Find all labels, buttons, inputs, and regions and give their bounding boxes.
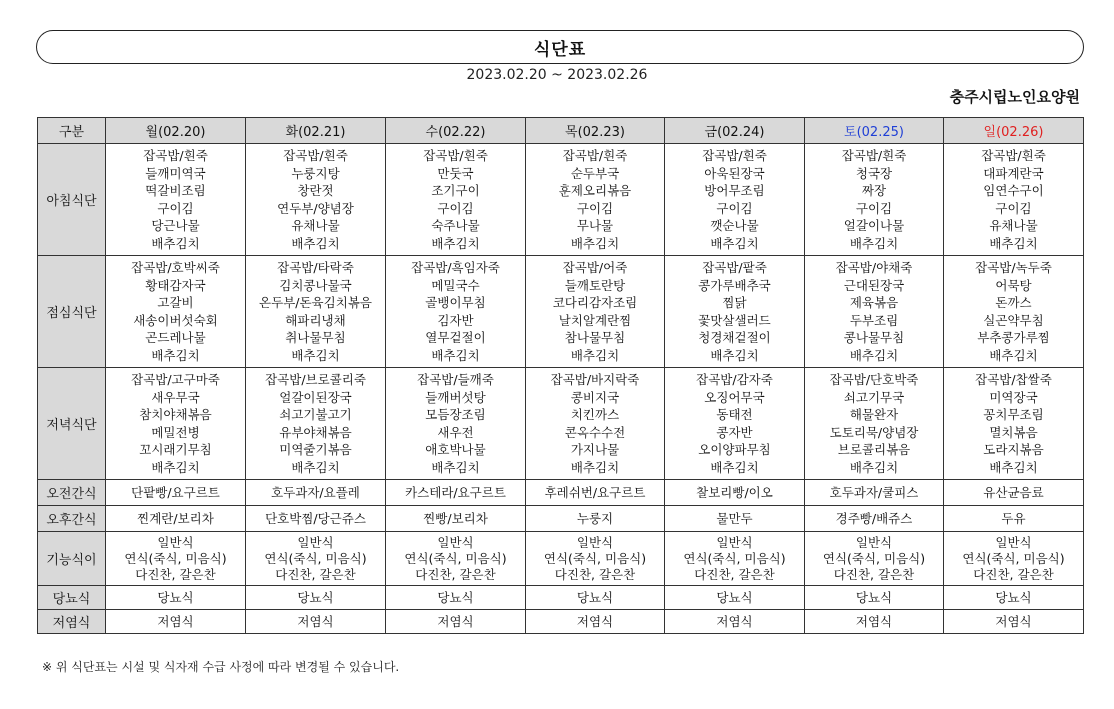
menu-cell [944,256,1084,368]
menu-cell [944,480,1084,506]
dish-item: 후레쉬번/요구르트 [544,484,646,500]
dish-item: 배추김치 [570,235,620,251]
dish-item: 저염식 [995,613,1032,629]
dish-item: 배추김치 [710,235,759,251]
footer-note: ※ 위 식단표는 시설 및 식자재 수급 사정에 따라 변경될 수 있습니다. [42,660,400,674]
dish-item: 다진찬, 갈은찬 [415,566,496,582]
menu-body [38,144,1084,634]
dish-item: 저염식 [576,613,614,629]
dish-item: 일반식 [576,534,614,550]
menu-cell [944,610,1084,634]
table-row [38,506,1084,532]
date-range: 2023.02.20 ~ 2023.02.26 [466,67,648,83]
dish-item: 미역장국 [989,389,1038,405]
dish-item: 일반식 [995,534,1032,550]
dish-item: 황태감자국 [145,277,206,293]
menu-cell [246,480,386,506]
menu-cell [944,506,1084,532]
dish-item: 배추김치 [431,347,480,363]
dish-item: 배추김치 [710,459,759,475]
dish-item: 잡곡밥/흰죽 [423,148,488,163]
dish-item: 날치알계란찜 [558,312,632,328]
dish-item: 저염식 [716,613,753,629]
dish-item: 김자반 [437,312,474,328]
dish-item: 새우무국 [151,389,200,405]
menu-cell [246,256,386,368]
menu-cell [106,256,246,368]
dish-item: 순두부국 [570,165,620,181]
menu-cell [246,586,386,610]
dish-item: 배추김치 [849,235,899,251]
dish-item: 배추김치 [989,459,1038,475]
dish-item: 구이김 [855,200,893,216]
dish-item: 다진찬, 갈은찬 [275,566,356,582]
dish-item: 당뇨식 [995,589,1032,605]
dish-item: 열무겉절이 [425,330,486,345]
dish-item: 단팥빵/요구르트 [131,484,220,500]
dish-item: 대파계란국 [983,165,1044,181]
menu-cell [386,480,526,506]
dish-item: 실곤약무침 [983,312,1044,328]
menu-cell [106,532,246,586]
menu-cell [805,610,944,634]
dish-item: 곤드레나물 [145,330,206,345]
dish-item: 다진찬, 갈은찬 [554,566,636,582]
menu-cell [944,586,1084,610]
menu-cell [386,256,526,368]
header-day-sat: 토(02.25) [805,118,944,144]
table-header-row [38,118,1084,144]
row-label: 오전간식 [38,480,106,506]
dish-item: 배추김치 [849,459,899,475]
menu-cell [805,532,944,586]
dish-item: 짜장 [861,183,887,198]
dish-item: 무나물 [576,218,614,233]
header-category: 구분 [38,118,106,144]
dish-item: 일반식 [437,534,474,550]
menu-cell [665,506,805,532]
dish-item: 찜닭 [722,295,747,310]
dish-item: 얼갈이된장국 [279,389,352,405]
dish-item: 고갈비 [157,295,194,310]
dish-item: 잡곡밥/흰죽 [283,148,348,163]
dish-item: 코다리감자조림 [552,295,638,310]
table-row [38,586,1084,610]
dish-item: 잡곡밥/감자죽 [696,372,773,387]
dish-item: 잡곡밥/야채죽 [835,260,913,275]
menu-cell [944,144,1084,256]
dish-item: 잡곡밥/타락죽 [277,260,354,275]
dish-item: 잡곡밥/흰죽 [841,148,907,163]
menu-cell [665,256,805,368]
dish-item: 잡곡밥/흰죽 [981,148,1046,163]
dish-item: 떡갈비조림 [145,183,206,198]
dish-item: 연식(죽식, 미음식) [822,550,926,566]
dish-item: 쇠고기불고기 [279,407,352,422]
menu-cell [106,480,246,506]
table-row [38,144,1084,256]
menu-cell [106,368,246,480]
dish-item: 호두과자/요플레 [271,484,360,500]
dish-item: 참치야채볶음 [139,407,212,422]
dish-item: 유산균음료 [983,484,1044,500]
dish-item: 카스테라/요구르트 [405,484,506,500]
dish-item: 당뇨식 [855,589,893,605]
dish-item: 잡곡밥/흰죽 [702,148,767,163]
dish-item: 가지나물 [570,442,620,457]
dish-item: 연식(죽식, 미음식) [404,550,507,566]
dish-item: 청국장 [855,165,893,181]
menu-cell [246,144,386,256]
row-label: 저녁식단 [38,368,106,480]
dish-item: 연식(죽식, 미음식) [124,550,227,566]
dish-item: 콘옥수수전 [564,424,626,440]
row-label: 아침식단 [38,144,106,256]
menu-cell [106,610,246,634]
dish-item: 누룽지 [576,510,614,526]
dish-item: 오징어무국 [704,389,765,405]
dish-item: 유부야채볶음 [279,424,352,440]
dish-item: 동태전 [716,407,753,422]
dish-item: 브로콜리볶음 [837,442,911,457]
dish-item: 청경채겉절이 [698,330,771,345]
dish-item: 해물완자 [849,407,899,422]
dish-item: 두부조림 [849,312,899,328]
dish-item: 저염식 [157,613,194,629]
dish-item: 잡곡밥/흑임자죽 [411,260,500,275]
row-label: 점심식단 [38,256,106,368]
dish-item: 들깨버섯탕 [425,389,486,405]
dish-item: 잡곡밥/고구마죽 [131,372,220,387]
dish-item: 들깨미역국 [145,165,206,181]
menu-cell [805,586,944,610]
menu-cell [386,586,526,610]
dish-item: 깻순나물 [710,218,759,233]
dish-item: 배추김치 [151,347,200,363]
dish-item: 배추김치 [570,347,620,363]
menu-cell [665,586,805,610]
header-day-wed: 수(02.22) [386,118,526,144]
dish-item: 쇠고기무국 [843,389,905,405]
dish-item: 콩비지국 [570,389,620,405]
dish-item: 일반식 [716,534,753,550]
menu-table [37,117,1084,634]
menu-cell [526,506,665,532]
dish-item: 일반식 [157,534,194,550]
dish-item: 배추김치 [710,347,759,363]
dish-item: 도토리묵/양념장 [829,424,919,440]
menu-cell [526,610,665,634]
dish-item: 잡곡밥/호박씨죽 [131,260,220,275]
dish-item: 해파리냉채 [285,312,346,328]
dish-item: 배추김치 [989,347,1038,363]
dish-item: 다진찬, 갈은찬 [833,566,915,582]
menu-cell [665,368,805,480]
dish-item: 제육볶음 [849,295,899,310]
dish-item: 다진찬, 갈은찬 [135,566,216,582]
dish-item: 메밀전병 [151,424,200,440]
dish-item: 부추콩가루찜 [977,330,1050,345]
menu-cell [246,368,386,480]
dish-item: 찐계란/보리차 [137,510,214,526]
dish-item: 유채나물 [291,218,340,233]
header-day-thu: 목(02.23) [526,118,665,144]
dish-item: 아욱된장국 [704,165,765,181]
dish-item: 배추김치 [431,235,480,251]
dish-item: 구이김 [995,200,1032,216]
dish-item: 당뇨식 [437,589,474,605]
dish-item: 두유 [1001,510,1026,526]
menu-cell [526,368,665,480]
dish-item: 배추김치 [989,235,1038,251]
table-row [38,532,1084,586]
dish-item: 도라지볶음 [983,442,1044,457]
menu-cell [106,506,246,532]
dish-item: 구이김 [576,200,614,216]
dish-item: 배추김치 [849,347,899,363]
dish-item: 취나물무침 [285,330,346,345]
menu-cell [805,256,944,368]
dish-item: 콩가루배추국 [698,277,771,293]
dish-item: 잡곡밥/어죽 [562,260,628,275]
dish-item: 조기구이 [431,183,480,198]
dish-item: 잡곡밥/바지락죽 [550,372,640,387]
dish-item: 호두과자/쿨피스 [829,484,919,500]
dish-item: 골뱅이무침 [425,295,486,310]
dish-item: 배추김치 [291,347,340,363]
dish-item: 배추김치 [151,235,200,251]
menu-cell [665,610,805,634]
table-row [38,480,1084,506]
dish-item: 구이김 [716,200,753,216]
dish-item: 새우전 [437,424,474,440]
dish-item: 방어무조림 [704,183,765,198]
dish-item: 꽁치무조림 [983,407,1044,422]
row-label: 오후간식 [38,506,106,532]
dish-item: 숙주나물 [431,218,480,233]
menu-cell [246,532,386,586]
dish-item: 누룽지탕 [291,165,340,181]
menu-cell [246,610,386,634]
menu-cell [386,368,526,480]
menu-cell [386,610,526,634]
menu-cell [526,586,665,610]
menu-cell [526,480,665,506]
page-title: 식단표 [533,39,587,60]
dish-item: 잡곡밥/들깨죽 [417,372,494,387]
dish-item: 잡곡밥/팥죽 [702,260,767,275]
dish-item: 꽃맛살샐러드 [698,312,771,328]
dish-item: 꼬시래기무침 [139,442,212,457]
dish-item: 잡곡밥/단호박죽 [829,372,919,387]
dish-item: 새송이버섯숙회 [133,312,218,328]
dish-item: 메밀국수 [431,277,480,293]
dish-item: 오이양파무침 [698,442,771,457]
table-row [38,368,1084,480]
dish-item: 당뇨식 [157,589,194,605]
dish-item: 찐빵/보리차 [423,510,488,526]
dish-item: 저염식 [297,613,334,629]
dish-item: 근대된장국 [843,277,905,293]
dish-item: 연식(죽식, 미음식) [683,550,786,566]
dish-item: 잡곡밥/찹쌀죽 [975,372,1052,387]
dish-item: 잡곡밥/흰죽 [562,148,628,163]
menu-cell [526,532,665,586]
dish-item: 창란젓 [297,183,334,198]
dish-item: 저염식 [855,613,893,629]
dish-item: 단호박찜/당근쥬스 [265,510,366,526]
dish-item: 경주빵/배쥬스 [835,510,913,526]
table-row [38,610,1084,634]
dish-item: 온두부/돈육김치볶음 [259,295,372,310]
dish-item: 치킨까스 [570,407,620,422]
table-row [38,256,1084,368]
menu-cell [944,532,1084,586]
dish-item: 배추김치 [291,235,340,251]
dish-item: 배추김치 [151,459,200,475]
dish-item: 멸치볶음 [989,424,1038,440]
header-day-tue: 화(02.21) [246,118,386,144]
dish-item: 찰보리빵/이오 [696,484,773,500]
dish-item: 일반식 [855,534,893,550]
dish-item: 물만두 [716,510,753,526]
dish-item: 연두부/양념장 [277,200,354,216]
dish-item: 애호박나물 [425,442,486,457]
dish-item: 콩나물무침 [843,330,905,345]
header-day-fri: 금(02.24) [665,118,805,144]
dish-item: 돈까스 [995,295,1032,310]
dish-item: 당뇨식 [716,589,753,605]
dish-item: 훈제오리볶음 [558,183,632,198]
row-label: 당뇨식 [38,586,106,610]
dish-item: 연식(죽식, 미음식) [962,550,1065,566]
menu-cell [805,144,944,256]
dish-item: 다진찬, 갈은찬 [694,566,775,582]
menu-cell [386,144,526,256]
menu-cell [526,256,665,368]
dish-item: 유채나물 [989,218,1038,233]
header-day-mon: 월(02.20) [106,118,246,144]
menu-cell [386,506,526,532]
menu-cell [106,144,246,256]
dish-item: 어묵탕 [995,277,1032,293]
menu-cell [805,480,944,506]
dish-item: 다진찬, 갈은찬 [973,566,1054,582]
dish-item: 만둣국 [437,165,474,181]
dish-item: 모듬장조림 [425,407,486,422]
dish-item: 당뇨식 [576,589,614,605]
menu-cell [665,532,805,586]
dish-item: 배추김치 [431,459,480,475]
title-banner [36,30,1084,64]
menu-cell [246,506,386,532]
dish-item: 들깨토란탕 [564,277,626,293]
menu-cell [805,506,944,532]
menu-cell [386,532,526,586]
dish-item: 임연수구이 [983,183,1044,198]
dish-item: 연식(죽식, 미음식) [543,550,647,566]
organization-name: 충주시립노인요양원 [949,88,1080,106]
dish-item: 연식(죽식, 미음식) [264,550,367,566]
menu-cell [665,144,805,256]
row-label: 저염식 [38,610,106,634]
menu-cell [665,480,805,506]
header-day-sun: 일(02.26) [944,118,1084,144]
dish-item: 일반식 [297,534,334,550]
dish-item: 저염식 [437,613,474,629]
dish-item: 잡곡밥/흰죽 [143,148,208,163]
dish-item: 배추김치 [570,459,620,475]
dish-item: 배추김치 [291,459,340,475]
dish-item: 미역줄기볶음 [279,442,352,457]
dish-item: 당뇨식 [297,589,334,605]
menu-cell [805,368,944,480]
dish-item: 잡곡밥/녹두죽 [975,260,1052,275]
dish-item: 당근나물 [151,218,200,233]
dish-item: 참나물무침 [564,330,626,345]
dish-item: 잡곡밥/브로콜리죽 [265,372,366,387]
menu-cell [526,144,665,256]
menu-cell [106,586,246,610]
menu-cell [944,368,1084,480]
dish-item: 얼갈이나물 [843,218,905,233]
dish-item: 구이김 [437,200,474,216]
dish-item: 김치콩나물국 [279,277,352,293]
dish-item: 콩자반 [716,424,753,440]
dish-item: 구이김 [157,200,194,216]
row-label: 기능식이 [38,532,106,586]
